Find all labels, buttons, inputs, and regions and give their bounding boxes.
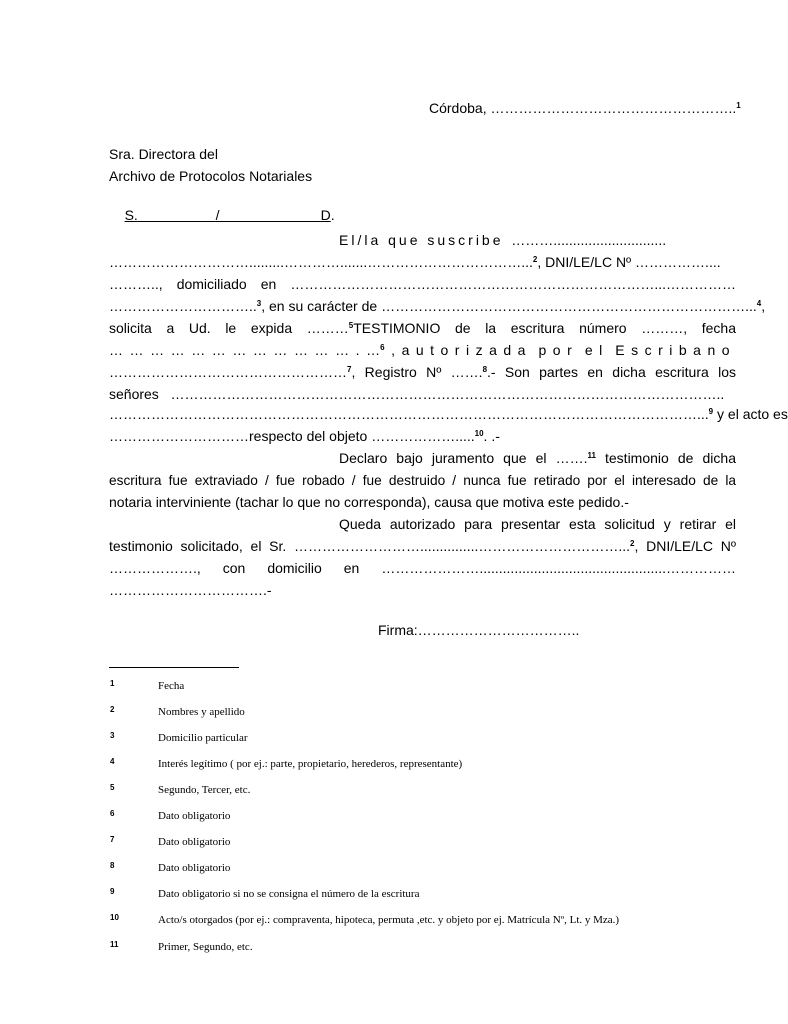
body-dots: ………............................. <box>511 232 667 248</box>
body-line: …………………………….- <box>109 582 272 598</box>
body-text <box>109 320 736 336</box>
footnote-text: Acto/s otorgados (por ej.: compraventa, hipoteca, permuta ,etc. y objeto por ej. Matrícula Nº, Lt. y Mza.) <box>158 914 620 926</box>
footnote-ref: 8 <box>482 365 488 374</box>
body-text <box>366 342 384 358</box>
body-line <box>339 232 666 249</box>
body-line: notaria interviniente (tachar lo que no corresponda), causa que motiva este pedido.- <box>109 494 629 510</box>
footnote-ref: 11 <box>587 451 596 460</box>
addressee-gap <box>219 207 320 223</box>
body-text: testimonio de dicha <box>595 450 736 466</box>
footnote-number: 5 <box>110 783 115 792</box>
body-text: el <box>584 342 609 358</box>
body-text: …………………………respecto del objeto ………………..... <box>109 428 475 444</box>
body-text <box>339 450 736 466</box>
addressee-line-1: Sra. Directora del <box>109 146 218 162</box>
body-dots: ………………………………………………………………………………………………………………... <box>109 406 709 422</box>
footnote-text: Dato obligatorio si no se consigna el número de la escritura <box>158 888 420 900</box>
footnote-text: Interés legítimo ( por ej.: parte, propietario, herederos, representante) <box>158 758 463 770</box>
body-text <box>381 298 765 314</box>
body-text: testimonio solicitado, el Sr. ………………………...............…………………………... <box>109 538 631 554</box>
body-line <box>109 560 736 577</box>
footnote-text: Domicilio particular <box>158 732 248 744</box>
body-text: domiciliado en <box>176 276 277 292</box>
addressee-s: S. <box>124 207 138 223</box>
body-dots: ……………………………………………………………………... <box>381 298 757 314</box>
footnote-ref: 3 <box>256 299 262 308</box>
place-date-line <box>429 100 741 117</box>
body-line <box>109 406 788 423</box>
footnote-ref: 2 <box>630 539 635 548</box>
footnote-number: 6 <box>110 809 115 818</box>
footnote-text: Primer, Segundo, etc. <box>158 941 253 953</box>
body-text: Escribano <box>615 342 737 358</box>
footnote-text: Fecha <box>158 680 185 692</box>
addressee-line-3 <box>109 190 335 241</box>
footnote-text: Dato obligatorio <box>158 836 231 848</box>
addressee-line-2: Archivo de Protocolos Notariales <box>109 168 313 184</box>
footnote-text: Nombres y apellido <box>158 706 245 718</box>
addressee-period: . <box>330 207 335 223</box>
footnote-separator <box>109 667 239 668</box>
body-line: escritura fue extraviado / fue robado / fue destruido / nunca fue retirado por el interesado de la <box>109 473 736 488</box>
body-text: . .- <box>483 428 500 444</box>
signature-line: Firma:…………………………….. <box>378 622 580 638</box>
body-text: y el acto es <box>713 406 788 422</box>
body-text <box>109 538 736 554</box>
footnote-text: Dato obligatorio <box>158 862 231 874</box>
body-line <box>109 298 766 315</box>
footnote-text: Dato obligatorio <box>158 810 231 822</box>
body-text: con domicilio en <box>222 560 360 576</box>
footnote-number: 3 <box>110 731 115 740</box>
body-dots: … … … … … … … … … … … … . <box>109 342 360 358</box>
body-dots: ……………………………………………………………………………………………………….. <box>170 386 725 402</box>
footnote-text: Segundo, Tercer, etc. <box>158 784 251 796</box>
footnote-number: 11 <box>110 940 119 949</box>
body-text: , <box>391 342 395 358</box>
body-line <box>109 254 721 271</box>
body-line <box>339 450 736 467</box>
body-text: , DNI/LE/LC Nº …………….... <box>537 254 721 270</box>
body-text: El/la que suscribe <box>339 232 504 248</box>
body-text: autorizada <box>401 342 532 358</box>
footnote-ref: 1 <box>736 101 741 110</box>
footnote-number: 7 <box>110 835 115 844</box>
body-line <box>109 276 736 293</box>
footnote-number: 2 <box>110 705 115 714</box>
footnote-ref: 4 <box>756 299 762 308</box>
addressee-slash: / <box>215 207 220 223</box>
body-text: por <box>538 342 579 358</box>
body-dots: ……….., <box>109 276 163 292</box>
footnote-number: 9 <box>110 887 115 896</box>
body-dots: … <box>366 342 381 358</box>
body-text: , Registro Nº ……. <box>351 364 483 380</box>
body-dots: ……………………………………………………………………...…………… <box>290 276 736 292</box>
body-text <box>109 364 736 380</box>
body-text: .- Son partes en dicha escritura los <box>487 364 736 380</box>
body-text: , <box>761 298 766 314</box>
footnote-ref: 7 <box>347 365 352 374</box>
body-line: Queda autorizado para presentar esta solicitud y retirar el <box>339 516 736 532</box>
body-dots: …………………................................................…………… <box>381 560 737 576</box>
addressee-d: D <box>320 207 331 223</box>
body-text: Declaro bajo juramento que el ……. <box>339 450 588 466</box>
footnote-ref: 10 <box>474 429 484 438</box>
footnote-ref: 6 <box>380 343 385 352</box>
footnote-number: 1 <box>110 679 115 688</box>
body-dots: …………………………………………… <box>109 364 347 380</box>
place-date-text: Córdoba, …………………………………………….. <box>429 100 737 116</box>
footnote-number: 4 <box>110 757 115 766</box>
addressee-gap <box>138 207 216 223</box>
body-line <box>109 428 500 445</box>
body-dots: ………………………….. <box>109 298 257 314</box>
body-text: señores <box>109 386 159 402</box>
footnote-ref: 9 <box>708 407 714 416</box>
body-text: solicita a Ud. le expida ……… <box>109 320 349 336</box>
body-line <box>109 342 736 359</box>
footnote-number: 10 <box>110 913 119 922</box>
body-line <box>109 538 736 555</box>
footnote-number: 8 <box>110 861 115 870</box>
body-line <box>109 364 736 381</box>
body-text: , en su carácter de <box>261 298 378 314</box>
body-text: ………………………….........………….......……………………………... <box>109 254 533 270</box>
footnote-ref: 5 <box>348 321 354 330</box>
footnote-ref: 2 <box>532 255 538 264</box>
body-line <box>109 386 724 403</box>
body-dots: ………………., <box>109 560 201 576</box>
body-text: , DNI/LE/LC Nº <box>634 538 736 554</box>
body-line <box>109 320 736 337</box>
body-text <box>109 298 377 314</box>
body-text: TESTIMONIO de la escritura número ………, fecha <box>353 320 736 336</box>
